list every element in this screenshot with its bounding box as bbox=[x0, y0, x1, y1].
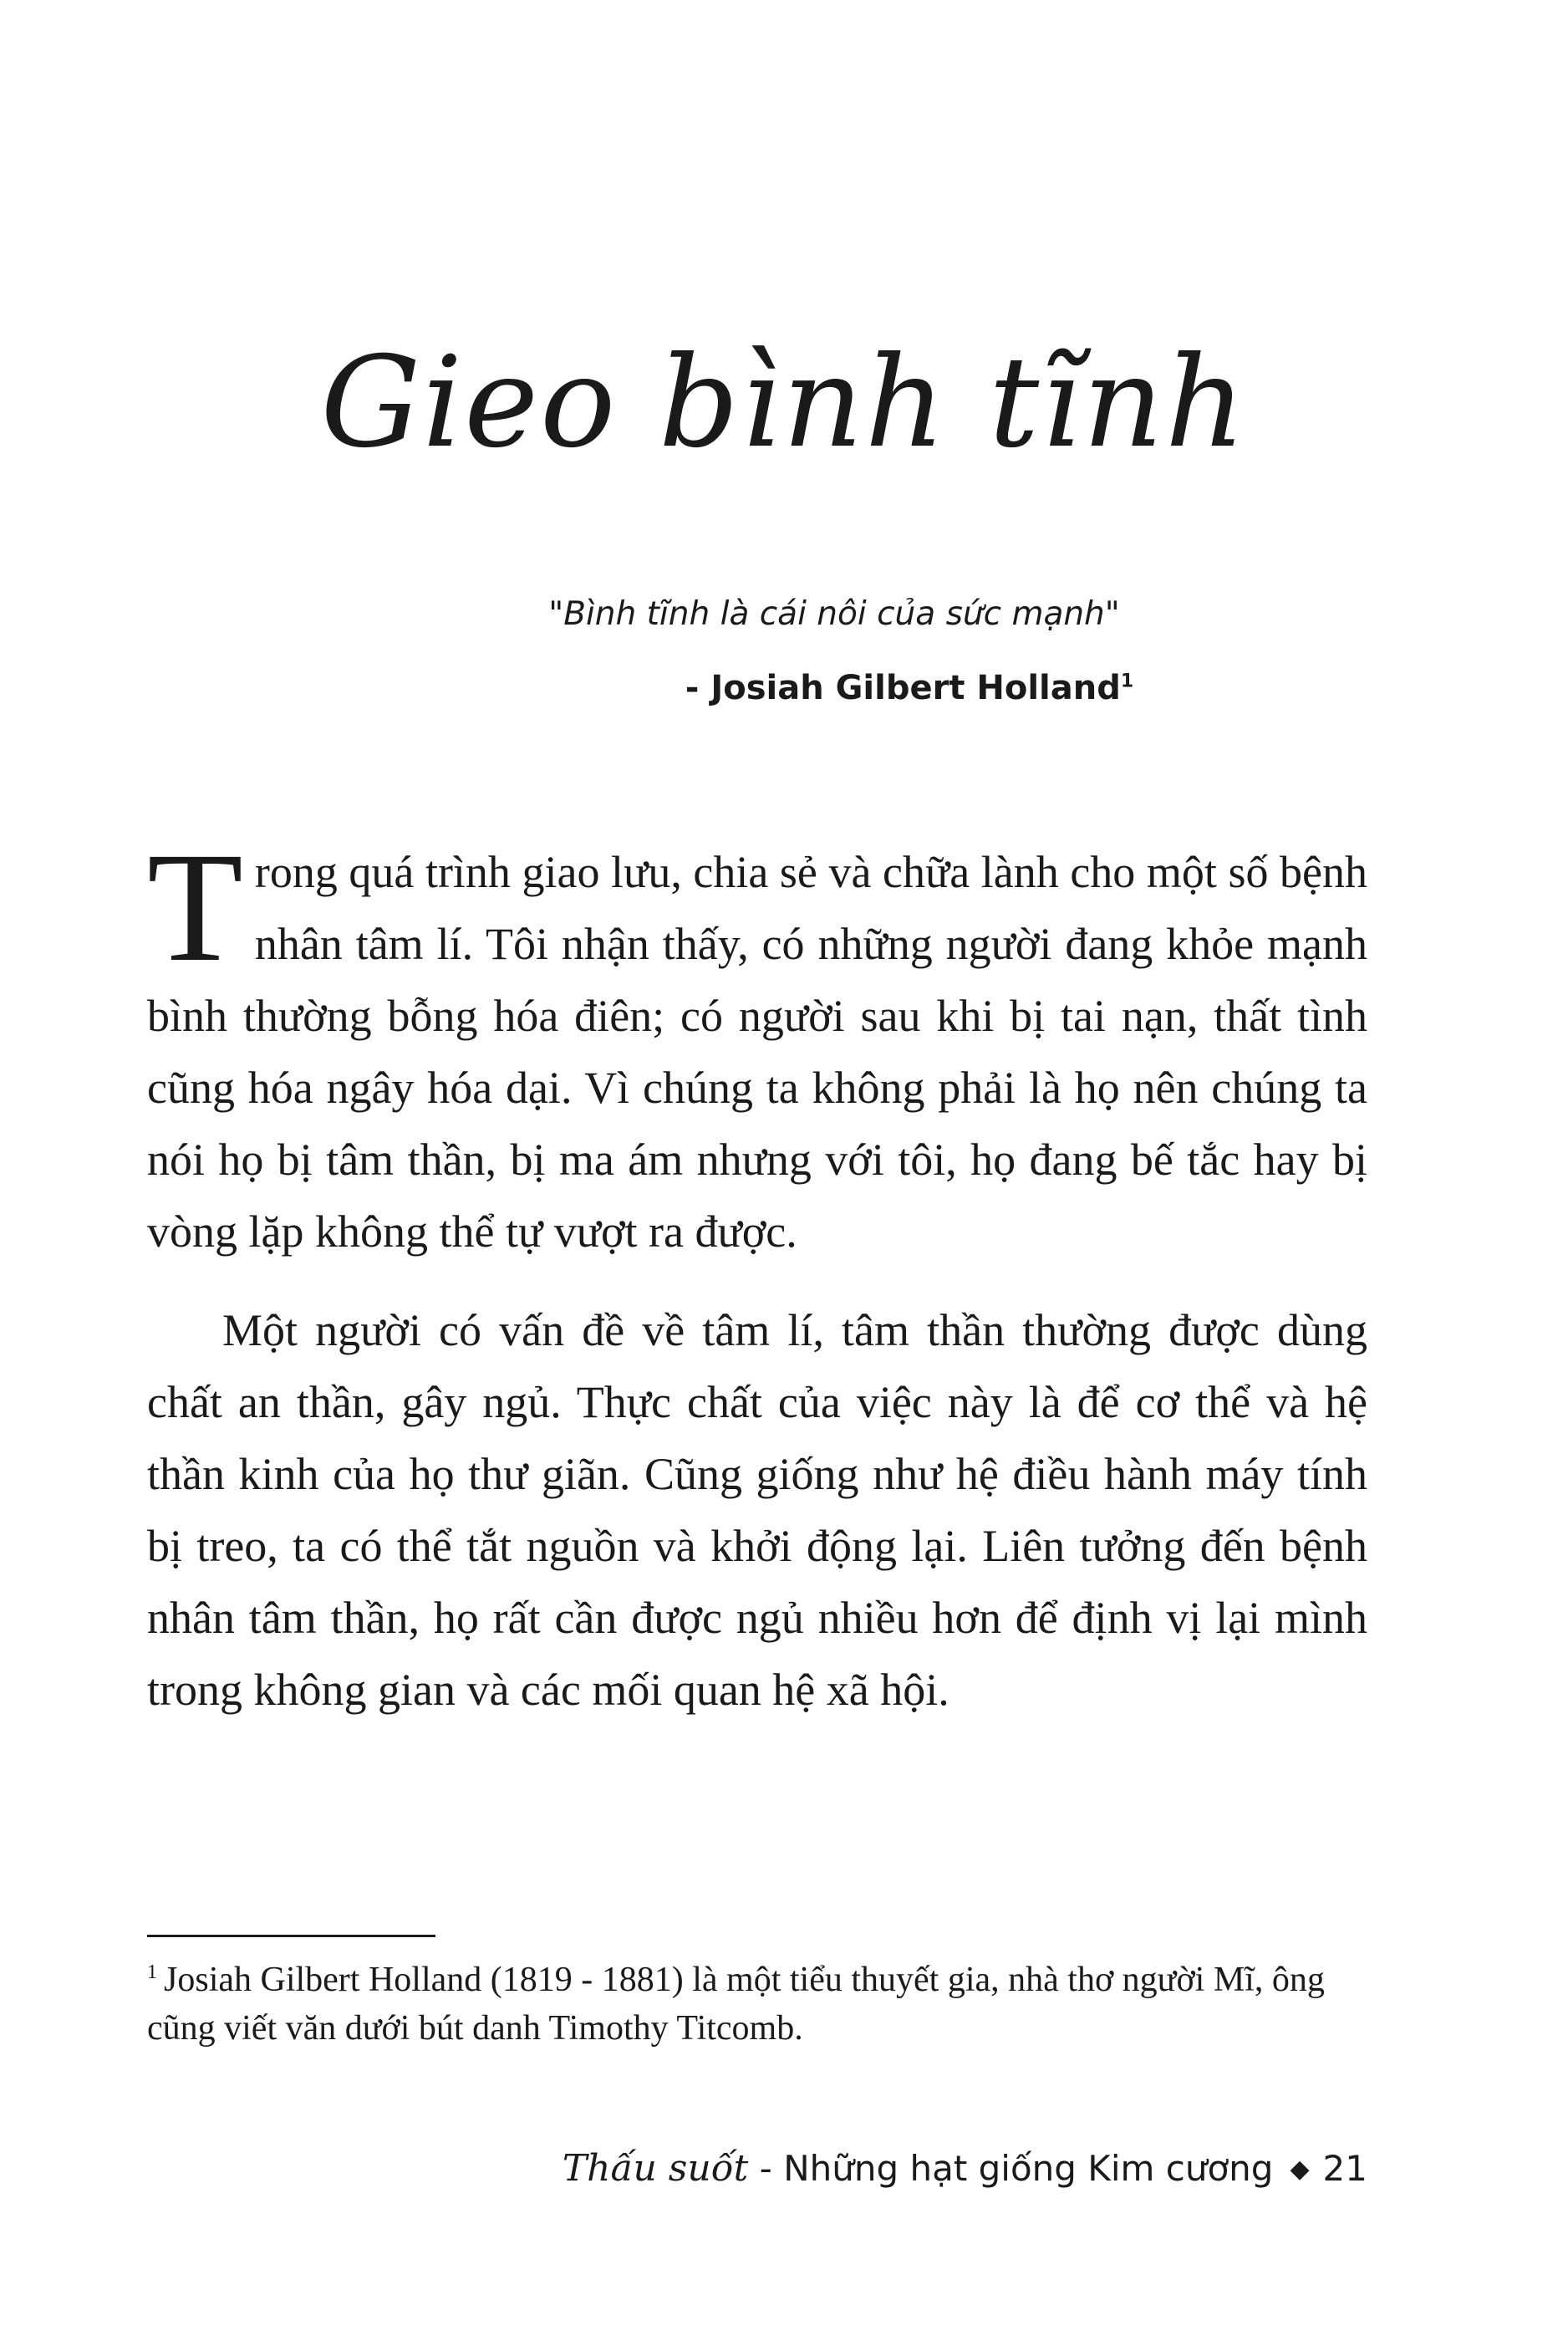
page-footer bbox=[563, 2147, 1367, 2190]
footnote bbox=[147, 1948, 1367, 2053]
footer-separator: - bbox=[748, 2148, 784, 2189]
paragraph-1 bbox=[147, 819, 1367, 1268]
footer-series-title: Những hạt giống Kim cương bbox=[783, 2148, 1274, 2189]
drop-cap: T bbox=[147, 819, 243, 994]
footnote-reference: 1 bbox=[1120, 671, 1134, 692]
diamond-icon: ◆ bbox=[1290, 2155, 1310, 2184]
epigraph-author bbox=[125, 669, 1568, 707]
paragraph-1-text: rong quá trình giao lưu, chia sẻ và chữa lành cho một số bệnh nhân tâm lí. Tôi nhận thấy, có những người đang khỏe mạnh bình thường bỗng hóa điên; có người sau khi bị tai nạn, thất tình cũng hóa ngây hóa dại. Vì chúng ta không phải là họ nên chúng ta nói họ bị tâm thần, bị ma ám nhưng với tôi, họ đang bế tắc hay bị vòng lặp không thể tự vượt ra được. bbox=[147, 847, 1367, 1257]
footnote-mark: 1 bbox=[147, 1961, 157, 1983]
footer-book-title: Thấu suốt bbox=[562, 2147, 749, 2190]
epigraph-author-name: - Josiah Gilbert Holland bbox=[685, 669, 1121, 707]
footnote-divider bbox=[147, 1935, 435, 1937]
paragraph-2: Một người có vấn đề về tâm lí, tâm thần thường được dùng chất an thần, gây ngủ. Thực chất của việc này là để cơ thể và hệ thần kinh của họ thư giãn. Cũng giống như hệ điều hành máy tính bị treo, ta có thể tắt nguồn và khởi động lại. Liên tưởng đến bệnh nhân tâm thần, họ rất cần được ngủ nhiều hơn để định vị lại mình trong không gian và các mối quan hệ xã hội. bbox=[147, 1305, 1367, 1715]
epigraph-quote: "Bình tĩnh là cái nôi của sức mạnh" bbox=[548, 595, 1120, 633]
body-text bbox=[147, 819, 1367, 1726]
page-number: 21 bbox=[1322, 2148, 1367, 2189]
chapter-title: Gieo bình tĩnh bbox=[320, 330, 1248, 476]
footnote-text: Josiah Gilbert Holland (1819 - 1881) là một tiểu thuyết gia, nhà thơ người Mĩ, ông cũng viết văn dưới bút danh Timothy Titcomb. bbox=[147, 1961, 1325, 2048]
